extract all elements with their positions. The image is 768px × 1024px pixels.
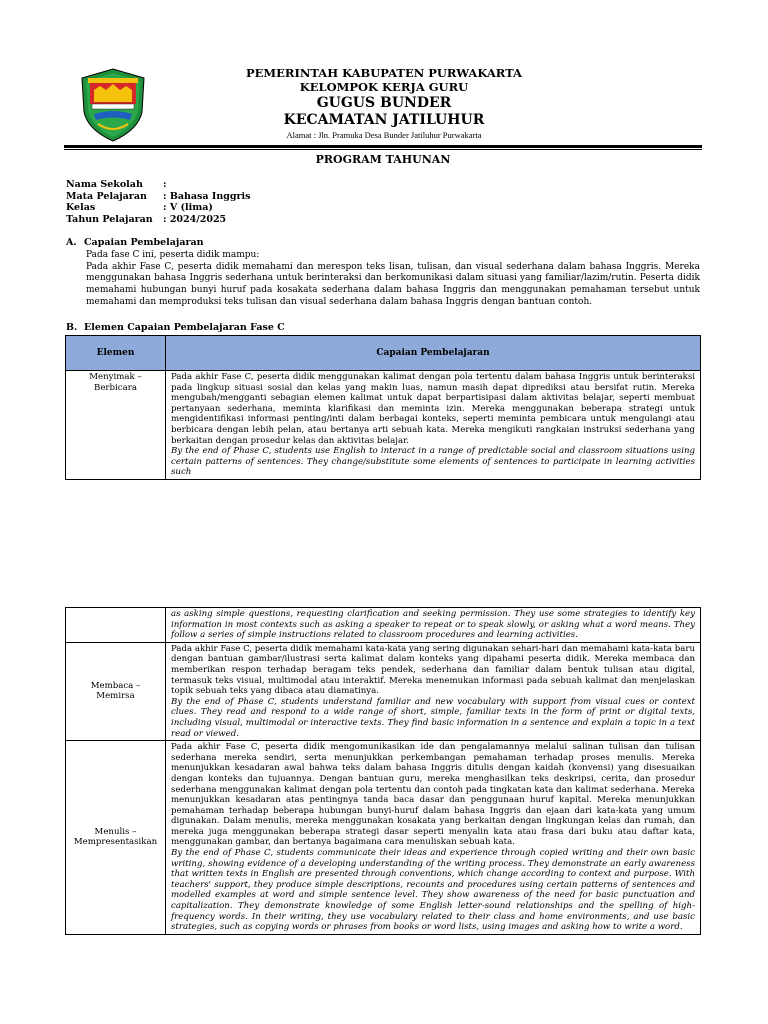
outcome-cell	[166, 741, 701, 935]
identity-block	[66, 179, 250, 225]
table-row	[66, 642, 701, 740]
section-a-paragraph: Pada akhir Fase C, peserta didik memahami dan merespon teks lisan, tulisan, dan visual sederhana dalam bahasa Inggris. Mereka menggunakan bahasa Inggris sederhana untuk berinteraksi dan berkomunikasi dalam situasi yang familiar/lazim/rutin. Peserta didik memahami hubungan bunyi huruf pada kosakata sederhana dalam bahasa Inggris dan menggunakan pemahaman tersebut untuk memahami dan memproduksi teks tulisan dan visual sederhana dalam bahasa Inggris dengan bantuan contoh.	[86, 261, 700, 307]
identity-key: Kelas	[66, 202, 96, 213]
element-cell: Menyimak – Berbicara	[66, 371, 166, 480]
regency-emblem-logo	[80, 68, 146, 142]
outcome-cell	[166, 642, 701, 740]
section-b-heading: B. Elemen Capaian Pembelajaran Fase C	[66, 322, 285, 333]
table-header-row	[66, 336, 701, 371]
identity-key: Tahun Pelajaran	[66, 213, 153, 225]
learning-outcomes-table-continued	[65, 607, 701, 935]
district-name: KECAMATAN JATILUHUR	[283, 112, 485, 128]
address-line: Alamat : Jln. Pramuka Desa Bunder Jatiluhur Purwakarta	[286, 130, 482, 140]
government-name: PEMERINTAH KABUPATEN PURWAKARTA	[246, 66, 522, 80]
column-header-outcome: Capaian Pembelajaran	[166, 336, 701, 371]
table-row	[66, 371, 701, 480]
outcome-cell	[166, 371, 701, 480]
identity-key: Mata Pelajaran	[66, 190, 147, 202]
section-a-body	[86, 250, 700, 309]
outcome-text-en-continued: as asking simple questions, requesting clarification and seeking permission. They use some strategies to identify key information in most contexts such as asking a speaker to repeat or to speak slowly, or asking what a word means. They follow a series of simple instructions related to classroom procedures and learning activities.	[171, 609, 695, 641]
identity-value: : Bahasa Inggris	[163, 190, 251, 202]
outcome-text-en: By the end of Phase C, students use English to interact in a range of predictable social and classroom situations using certain patterns of sentences. They change/substitute some elements of sentences to participate in learning activities such	[171, 446, 695, 478]
outcome-text-en: By the end of Phase C, students understand familiar and new vocabulary with support from visual cues or context clues. They read and respond to a wide range of short, simple, familiar texts in the form of print or digital texts, including visual, multimodal or interactive texts. They find basic information in a sentence and explain a topic in a text read or viewed.	[171, 696, 695, 739]
cluster-name: GUGUS BUNDER	[316, 95, 452, 111]
identity-key: Nama Sekolah	[66, 179, 143, 190]
outcome-text-id: Pada akhir Fase C, peserta didik memahami kata-kata yang sering digunakan sehari-hari dan memahami kata-kata baru dengan bantuan gambar/ilustrasi serta kalimat dalam konteks yang dipahami peserta didik. Mereka membaca dan memberikan respon terhadap beragam teks pendek, sederhana dan familiar dalam bentuk tulisan atau digital, termasuk teks visual, multimodal atau interaktif. Mereka menemukan informasi pada sebuah kalimat dan menjelaskan topik sebuah teks yang dibaca atau diamatinya.	[171, 643, 695, 697]
identity-value: : 2024/2025	[163, 213, 227, 225]
outcome-text-en: By the end of Phase C, students communicate their ideas and experience through copied writing and their own basic writing, showing evidence of a developing understanding of the writing process. They demonstrate an early awareness that written texts in English are presented through conventions, which change according to context and purpose. With teachers' support, they produce simple descriptions, recounts and procedures using certain patterns of sentences and modelled examples at word and simple sentence level. They show awareness of the need for basic punctuation and capitalization. They demonstrate knowledge of some English letter-sound relationships and the spelling of high-frequency words. In their writing, they use vocabulary related to their class and home environments, and use basic strategies, such as copying words or phrases from books or word lists, using images and asking how to write a word.	[171, 848, 695, 933]
learning-outcomes-table	[65, 335, 701, 480]
column-header-element: Elemen	[66, 336, 166, 371]
document-title: PROGRAM TAHUNAN	[315, 153, 451, 166]
element-cell: Membaca – Memirsa	[66, 642, 166, 740]
outcome-text-id: Pada akhir Fase C, peserta didik menggunakan kalimat dengan pola tertentu dalam bahasa Inggris untuk berinteraksi pada lingkup situasi sosial dan kelas yang makin luas, namun masih dapat diprediksi atau bersifat rutin. Mereka mengubah/mengganti sebagian elemen kalimat untuk dapat berpartisipasi dalam aktivitas belajar, seperti membuat pertanyaan sederhana, meminta klarifikasi dan meminta izin. Mereka menggunakan beberapa strategi untuk mengidentifikasi informasi penting/inti dalam berbagai konteks, seperti meminta pembicara untuk mengulangi atau berbicara dengan lebih pelan, atau bertanya arti sebuah kata. Mereka mengikuti rangkaian instruksi sederhana yang berkaitan dengan prosedur kelas dan aktivitas belajar.	[171, 372, 695, 446]
letterhead-divider-thick	[64, 145, 702, 148]
outcome-text-id: Pada akhir Fase C, peserta didik mengomunikasikan ide dan pengalamannya melalui salinan tulisan dan tulisan sederhana mereka sendiri, serta menunjukkan perkembangan pemahaman terhadap proses menulis. Mereka menunjukkan kesadaran awal bahwa teks dalam bahasa Inggris ditulis dengan kaidah (konvensi) yang disesuaikan dengan konteks dan tujuannya. Dengan bantuan guru, mereka menghasilkan teks deskripsi, cerita, dan prosedur sederhana menggunakan kalimat dengan pola tertentu dan contoh pada tingkatan kata dan kalimat sederhana. Mereka menunjukkan kesadaran atas pentingnya tanda baca dasar dan penggunaan huruf kapital. Mereka menunjukkan pemahaman terhadap beberapa hubungan bunyi-huruf dalam bahasa Inggris dan ejaan dari kata-kata yang umum digunakan. Dalam menulis, mereka menggunakan kosakata yang berkaitan dengan lingkungan kelas dan rumah, dan mereka juga menggunakan beberapa strategi dasar seperti menyalin kata atau frasa dari buku atau daftar kata, menggunakan gambar, dan bertanya bagaimana cara menuliskan sebuah kata.	[171, 742, 695, 848]
letterhead-divider-thin	[64, 149, 702, 150]
identity-row	[66, 179, 250, 191]
working-group-name: KELOMPOK KERJA GURU	[299, 80, 469, 94]
outcome-cell	[166, 608, 701, 643]
identity-row	[66, 191, 250, 203]
table-row	[66, 741, 701, 935]
letterhead	[170, 66, 598, 141]
identity-row	[66, 214, 250, 226]
table-row	[66, 608, 701, 643]
identity-value: :	[163, 179, 167, 190]
element-cell-empty	[66, 608, 166, 643]
element-cell: Menulis – Mempresentasikan	[66, 741, 166, 935]
identity-row	[66, 202, 250, 214]
section-a-intro: Pada fase C ini, peserta didik mampu:	[86, 250, 260, 260]
section-a-heading: A. Capaian Pembelajaran	[66, 237, 204, 248]
identity-value: : V (lima)	[163, 202, 213, 213]
